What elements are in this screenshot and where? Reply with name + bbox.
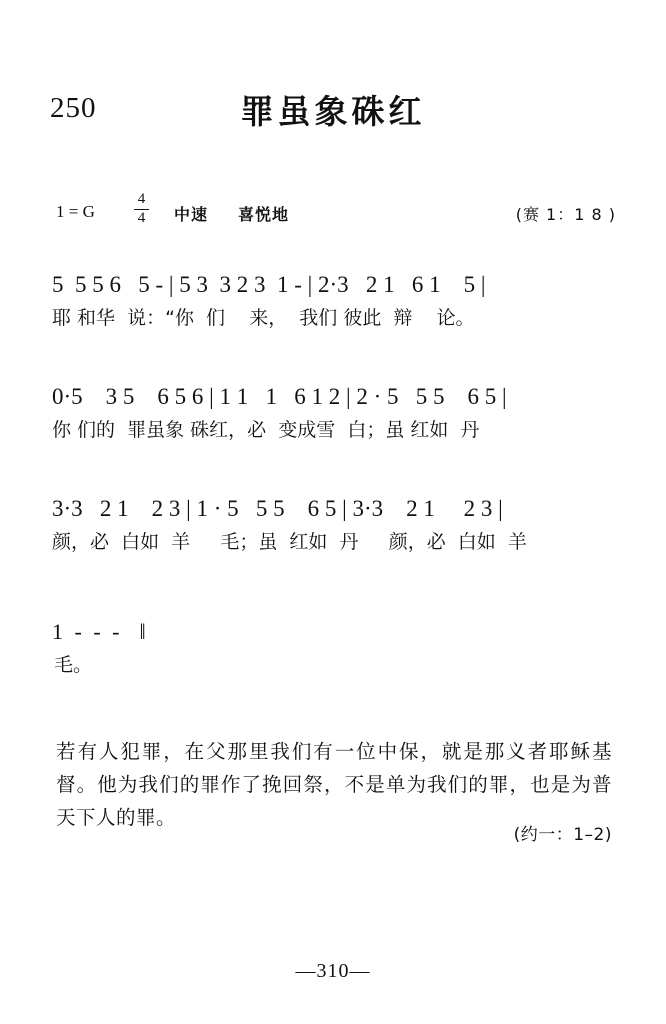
page-number: —310— xyxy=(295,960,371,982)
lyrics-row: 颜，必 白如 羊 毛；虽 红如 丹 颜，必 白如 羊 xyxy=(52,531,527,553)
score-line xyxy=(52,268,622,334)
score-line xyxy=(52,492,622,558)
page-title: 罪虽象硃红 xyxy=(240,92,426,131)
lyrics-row: 你 们的 罪虽象 硃红，必 变成雪 白；虽 红如 丹 xyxy=(52,419,480,441)
notation-row: 0·5 3 5 6 5 6 | 1 1 1 6 1 2 | 2 · 5 5 5 6 5 | xyxy=(52,384,507,409)
notation-row: 3·3 2 1 2 3 | 1 · 5 5 5 6 5 | 3·3 2 1 2 3 | xyxy=(52,496,503,521)
notation-row: 1 - - - ‖ xyxy=(52,619,149,644)
scripture-reference: (赛 1：1 8 ) xyxy=(515,205,616,224)
time-signature-numerator: 4 xyxy=(137,191,146,207)
prose-reference: (约一：1–2) xyxy=(513,825,612,845)
mood-marking: 喜悦地 xyxy=(238,205,290,224)
score-line xyxy=(52,615,622,681)
tempo-marking: 中速 xyxy=(174,205,209,224)
key-signature: 1 = G xyxy=(56,202,95,221)
hymn-number: 250 xyxy=(50,92,97,124)
lyrics-row: 耶 和华 说：“你 们 来， 我们 彼此 辩 论。 xyxy=(52,307,475,329)
score-line xyxy=(52,380,622,446)
score-meta-row xyxy=(56,191,616,230)
notation-row: 5 5 5 6 5 - | 5 3 3 2 3 1 - | 2·3 2 1 6 1 5 | xyxy=(52,272,486,297)
time-signature xyxy=(134,192,149,227)
lyrics-row: 毛。 xyxy=(54,654,93,676)
prose-paragraph: 若有人犯罪，在父那里我们有一位中保，就是那义者耶稣基督。他为我们的罪作了挽回祭，不是单为我们的罪，也是为普天下人的罪。 xyxy=(56,740,612,829)
time-signature-denominator: 4 xyxy=(137,209,146,226)
